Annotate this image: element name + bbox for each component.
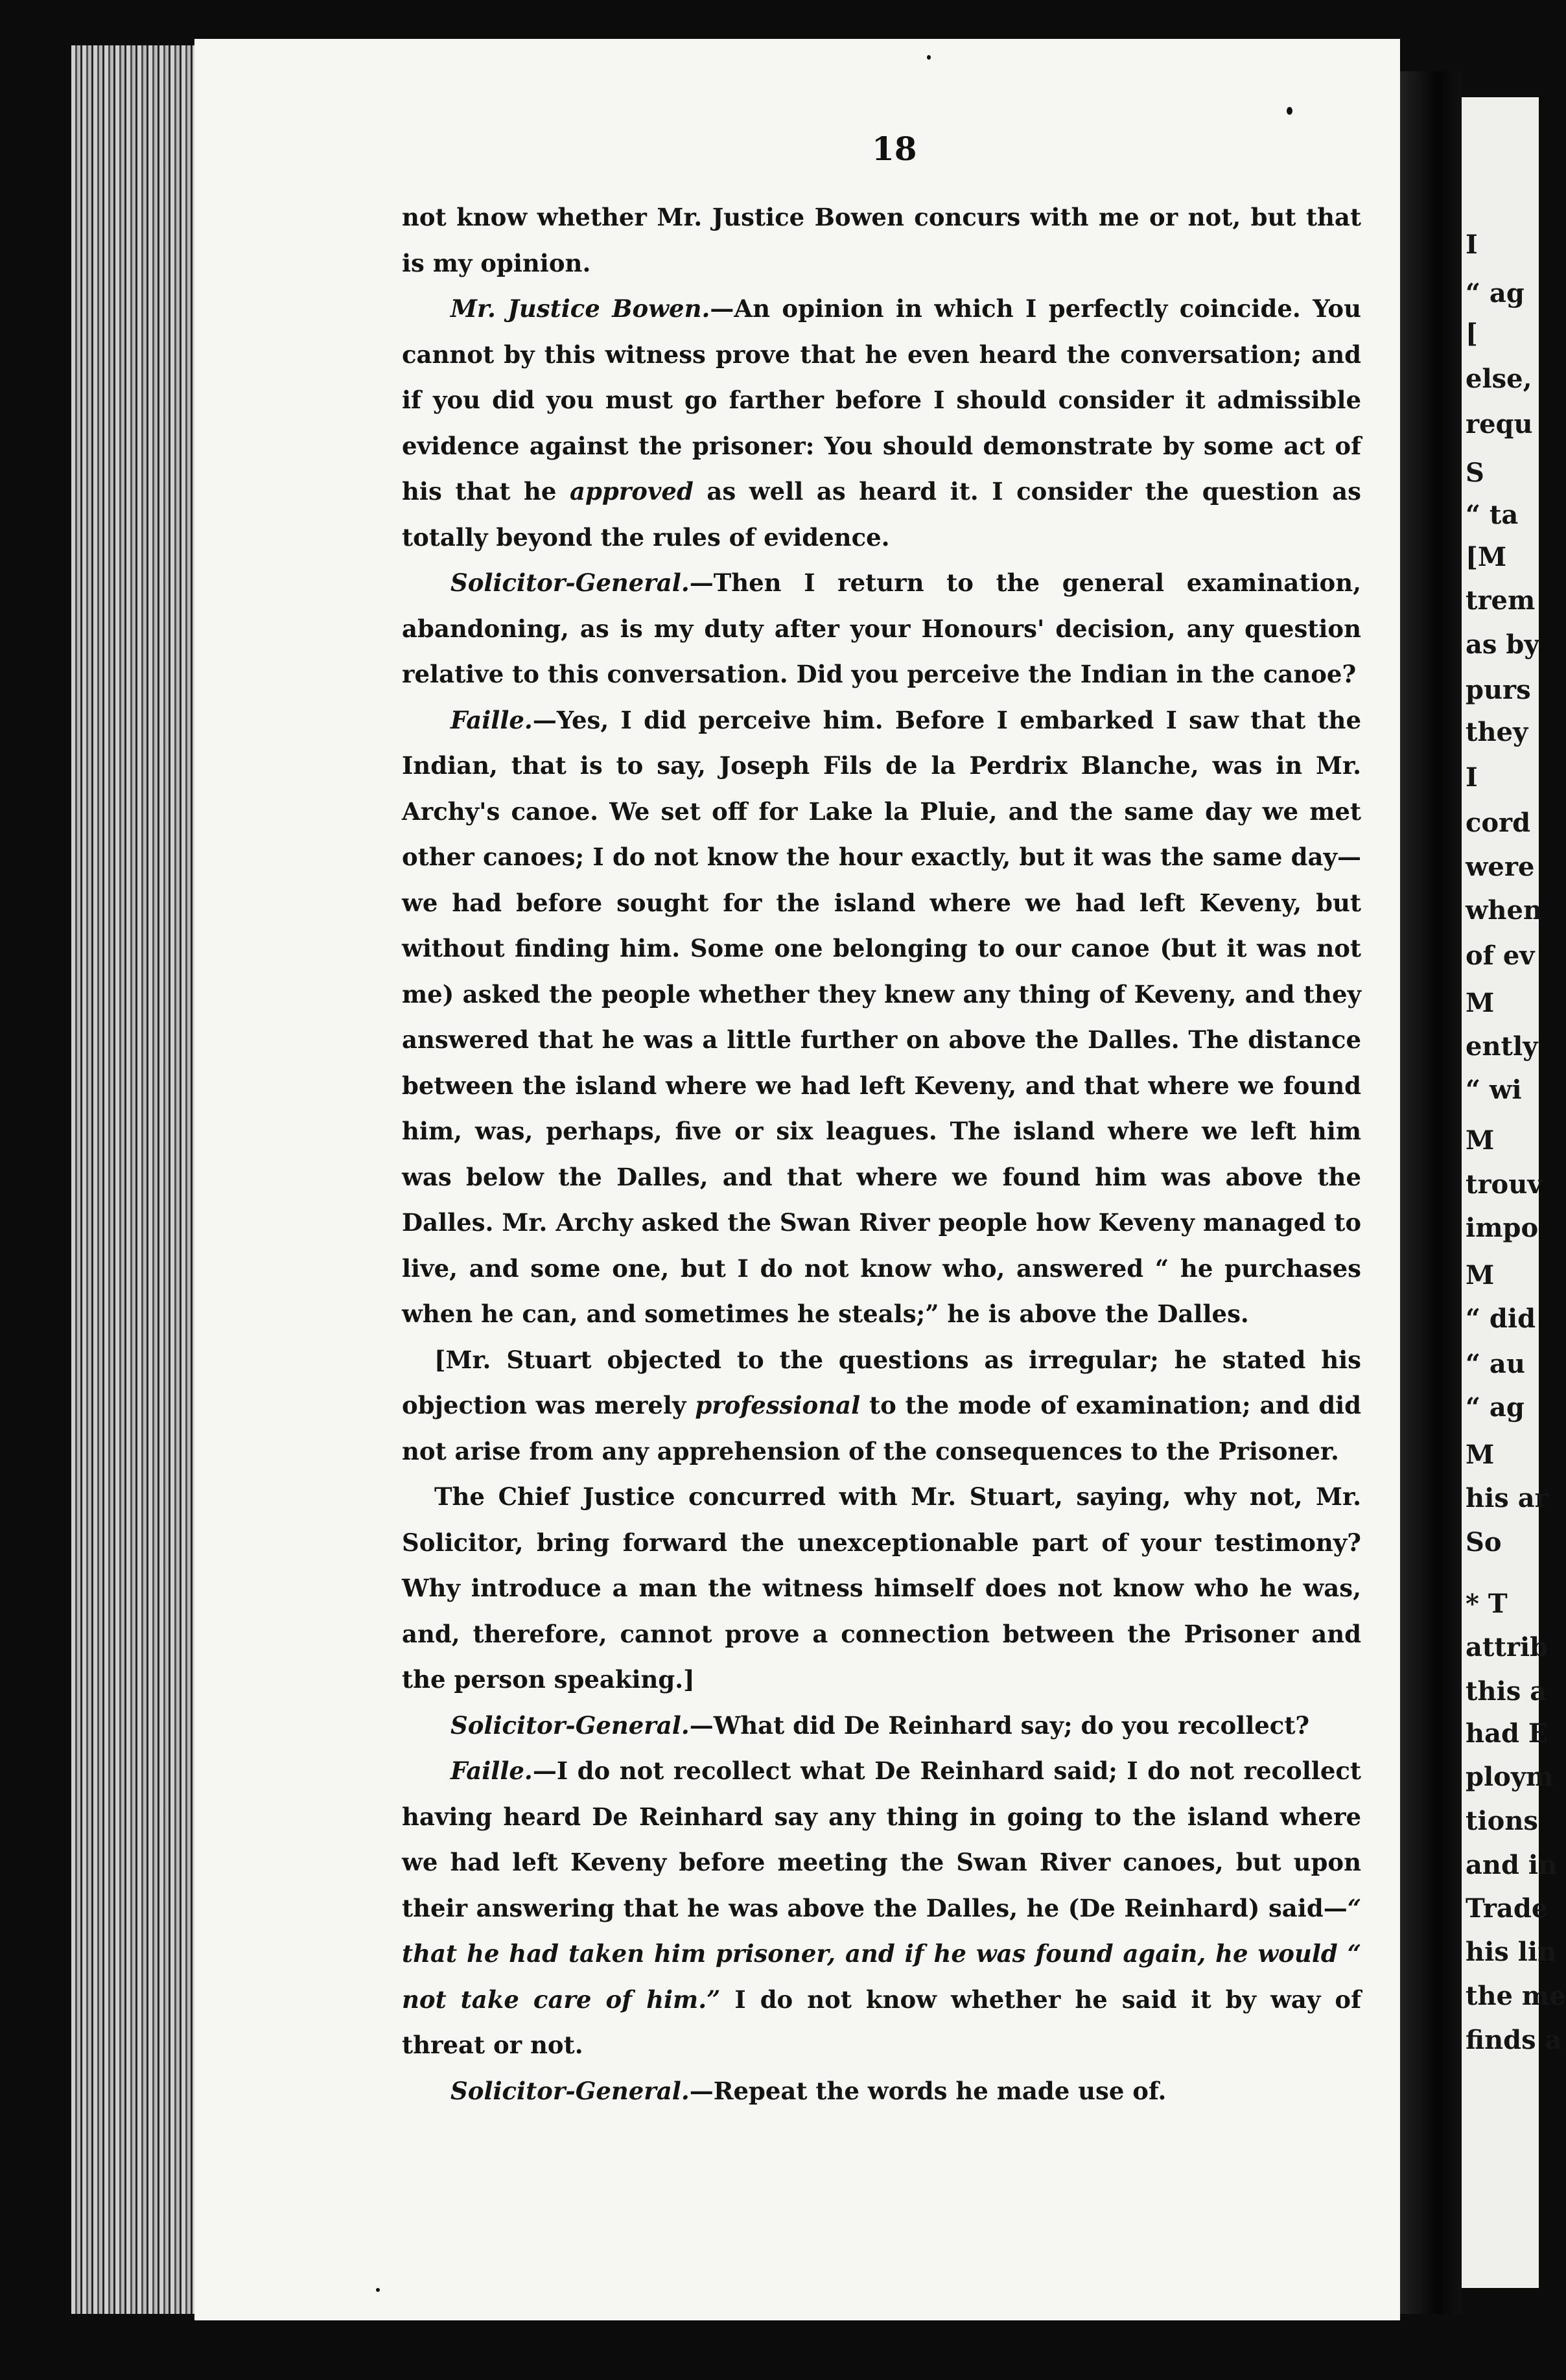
page-edges	[71, 45, 207, 2314]
adjacent-page	[1462, 97, 1566, 2288]
adjacent-line: * T	[1466, 1589, 1508, 1619]
adjacent-line: “ au	[1466, 1349, 1525, 1379]
adjacent-line: trouv	[1466, 1169, 1543, 1200]
adjacent-line: were	[1466, 852, 1535, 882]
adjacent-line: I	[1466, 762, 1478, 793]
speaker-label: Mr. Justice Bowen.	[450, 294, 710, 323]
paragraph-text: —I do not recollect what De Reinhard said; I do not recollect having heard De Reinhard say any thing in going to the island where we had left Keveny before meeting the Swan River canoes, but upon their answering that he was above the Dalles, he (De Reinhard) said—	[402, 1756, 1361, 1922]
adjacent-line: cord	[1466, 808, 1531, 838]
emphasis-text: “ that he had taken him prisoner, and if he was found again, he would “ not take care of him.”	[402, 1893, 1361, 2014]
adjacent-line: his lin	[1466, 1937, 1557, 1967]
adjacent-line: S	[1466, 458, 1484, 488]
paragraph-text: —What did De Reinhard say; do you recollect?	[689, 1710, 1310, 1740]
adjacent-line: Trade	[1466, 1893, 1548, 1924]
adjacent-line: and in	[1466, 1850, 1558, 1880]
emphasis-text: approved	[570, 477, 694, 506]
page-number: 18	[872, 130, 917, 168]
paragraph-text: as well as heard it. I consider the question as totally beyond the rules of evidence.	[402, 477, 1361, 552]
adjacent-line: of ev	[1466, 940, 1535, 971]
adjacent-line: M	[1466, 1125, 1495, 1156]
adjacent-line: they	[1466, 717, 1528, 747]
speaker-label: Solicitor-General.	[450, 568, 690, 597]
paragraph	[402, 1474, 1361, 1703]
paragraph	[402, 194, 1361, 286]
adjacent-line: tions	[1466, 1806, 1538, 1836]
speaker-label: Solicitor-General.	[450, 2076, 690, 2105]
scan-speck	[376, 2288, 380, 2292]
scan-speck	[1287, 107, 1292, 115]
adjacent-line: ently	[1466, 1031, 1538, 1062]
adjacent-line: this a	[1466, 1676, 1547, 1707]
paragraph-text: not know whether Mr. Justice Bowen concurs with me or not, but that is my opinion.	[402, 203, 1361, 277]
paragraph-text: —Repeat the words he made use of.	[689, 2076, 1167, 2105]
adjacent-line: [	[1466, 318, 1478, 349]
emphasis-text: professional	[695, 1391, 861, 1419]
adjacent-line: finds a	[1466, 2025, 1562, 2055]
adjacent-line: trem	[1466, 585, 1536, 616]
adjacent-line: [M	[1466, 542, 1507, 572]
adjacent-line: his ar	[1466, 1483, 1548, 1513]
adjacent-line: M	[1466, 988, 1495, 1018]
paragraph	[402, 1748, 1361, 2068]
paragraph	[402, 1337, 1361, 1475]
adjacent-line: M	[1466, 1260, 1495, 1290]
body-text	[402, 194, 1361, 2114]
speaker-label: Faille.	[450, 705, 533, 734]
adjacent-line: attrib	[1466, 1632, 1548, 1662]
paragraph-text: —An opinion in which I perfectly coincide. You cannot by this witness prove that he even heard the conversation; and if you did you must go farther before I should consider it admissible evidence against the prisoner: You should demonstrate by some act of his that he	[402, 294, 1361, 506]
paragraph	[402, 697, 1361, 1337]
adjacent-line: else,	[1466, 364, 1532, 394]
speaker-label: Faille.	[450, 1756, 533, 1785]
paragraph-text: —Yes, I did perceive him. Before I embarked I saw that the Indian, that is to say, Joseph Fils de la Perdrix Blanche, was in Mr. Archy's canoe. We set off for Lake la Pluie, and the same day we met other canoes; I do not know the hour exactly, but it was the same day—we had before sought for the island where we had left Keveny, but without finding him. Some one belonging to our canoe (but it was not me) asked the people whether they knew any thing of Keveny, and they answered that he was a little further on above the Dalles. The distance between the island where we had left Keveny, and that where we found him, was, perhaps, five or six leagues. The island where we left him was below the Dalles, and that where we found him was above the Dalles. Mr. Archy asked the Swan River people how Keveny managed to live, and some one, but I do not know who, answered “ he purchases when he can, and sometimes he steals;” he is above the Dalles.	[402, 705, 1361, 1328]
adjacent-line: as by	[1466, 629, 1539, 660]
speaker-label: Solicitor-General.	[450, 1710, 690, 1740]
adjacent-line: purs	[1466, 675, 1531, 705]
adjacent-line: “ wi	[1466, 1075, 1522, 1105]
adjacent-line: “ ag	[1466, 278, 1525, 309]
adjacent-line: I	[1466, 229, 1478, 260]
paragraph-text: The Chief Justice concurred with Mr. Stuart, saying, why not, Mr. Solicitor, bring forward the unexceptionable part of your testimony? Why introduce a man the witness himself does not know who he was, and, therefore, cannot prove a connection between the Prisoner and the person speaking.]	[402, 1482, 1361, 1694]
adjacent-line: M	[1466, 1440, 1495, 1470]
paragraph	[402, 1703, 1361, 1749]
adjacent-line: had E	[1466, 1718, 1548, 1749]
paragraph-text: to the mode of examination; and did not arise from any apprehension of the consequences to the Prisoner.	[402, 1391, 1362, 1465]
scan-speck	[927, 55, 931, 60]
paragraph-text: I do not know whether he said it by way of threat or not.	[402, 1985, 1361, 2059]
book-gutter	[1400, 71, 1462, 2314]
adjacent-line: “ ta	[1466, 500, 1519, 530]
adjacent-line: “ ag	[1466, 1392, 1525, 1423]
paragraph	[402, 2068, 1361, 2114]
adjacent-line: requ	[1466, 409, 1533, 439]
paragraph-text: [Mr. Stuart objected to the questions as irregular; he stated his objection was merely	[402, 1345, 1361, 1419]
paragraph	[402, 286, 1361, 560]
adjacent-line: when	[1466, 895, 1543, 926]
adjacent-line: ploym	[1466, 1762, 1554, 1792]
adjacent-line: the me	[1466, 1981, 1566, 2011]
adjacent-line: “ did	[1466, 1303, 1536, 1334]
adjacent-line: impo	[1466, 1213, 1539, 1243]
paragraph-text: —Then I return to the general examination, abandoning, as is my duty after your Honours' decision, any question relative to this conversation. Did you perceive the Indian in the canoe?	[402, 568, 1361, 688]
adjacent-line: So	[1466, 1527, 1502, 1558]
paragraph	[402, 560, 1361, 697]
